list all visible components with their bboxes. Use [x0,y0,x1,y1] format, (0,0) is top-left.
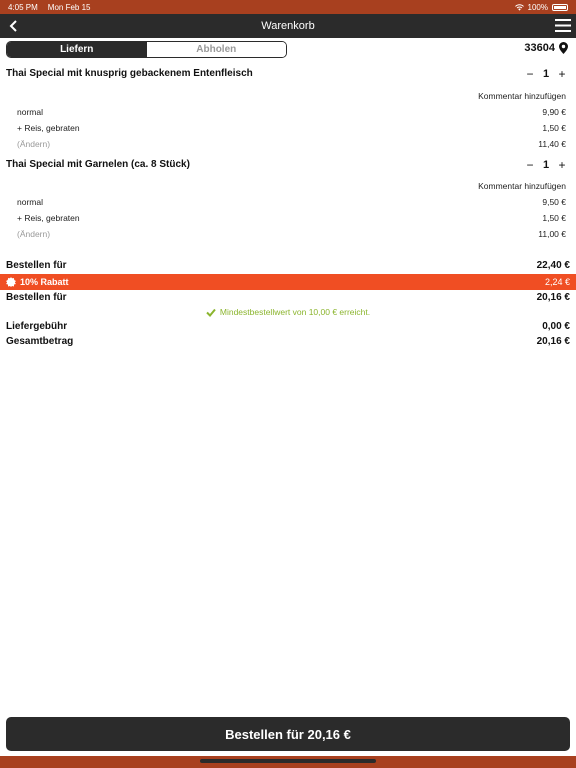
location-pin-icon [559,42,568,54]
status-time: 4:05 PM [8,2,38,12]
grand-total-value: 20,16 € [536,336,570,347]
item-total: 11,00 € [538,229,566,239]
battery-icon [552,4,568,11]
menu-icon[interactable] [555,19,571,32]
home-indicator[interactable] [200,759,376,763]
item-total: 11,40 € [538,139,566,149]
add-comment-link[interactable]: Kommentar hinzufügen [478,91,566,101]
grand-total-row [6,336,570,347]
item-extra-row [17,213,566,223]
subtotal-value: 22,40 € [536,260,570,271]
item-total-row [17,139,566,149]
location-zip[interactable] [524,42,568,54]
status-date: Mon Feb 15 [47,2,91,12]
increase-button[interactable]: + [558,158,566,172]
tab-pickup[interactable]: Abholen [147,42,287,57]
after-discount-label: Bestellen für [6,292,67,303]
decrease-button[interactable]: − [526,67,534,81]
extra-price: 1,50 € [542,123,566,133]
quantity-value: 1 [542,68,550,80]
option-price: 9,50 € [542,197,566,207]
delivery-fee-label: Liefergebühr [6,321,68,332]
zip-code: 33604 [524,42,555,54]
delivery-fee-row [6,321,570,332]
extra-label: + Reis, gebraten [17,123,80,133]
item-extra-row [17,123,566,133]
place-order-button[interactable]: Bestellen für 20,16 € [6,717,570,751]
item-option-row [17,197,566,207]
option-label: normal [17,107,43,117]
status-bar [0,0,576,14]
extra-label: + Reis, gebraten [17,213,80,223]
increase-button[interactable]: + [558,67,566,81]
grand-total-label: Gesamtbetrag [6,336,74,347]
cart-item-title: Thai Special mit knusprig gebackenem Entenfleisch [6,68,253,79]
discount-value: 2,24 € [544,277,570,287]
checkmark-icon [206,308,216,317]
quantity-stepper [522,158,570,172]
after-discount-row [6,292,570,303]
edit-item-link[interactable]: (Ändern) [17,139,51,149]
min-order-notice [0,307,576,317]
discount-badge-icon [6,277,16,287]
page-title: Warenkorb [261,20,315,32]
item-total-row [17,229,566,239]
discount-row [0,274,576,290]
min-order-text: Mindestbestellwert von 10,00 € erreicht. [219,307,371,317]
tab-deliver[interactable]: Liefern [7,42,147,57]
extra-price: 1,50 € [542,213,566,223]
quantity-stepper [522,67,570,81]
nav-bar [0,14,576,38]
decrease-button[interactable]: − [526,158,534,172]
quantity-value: 1 [542,159,550,171]
delivery-mode-toggle [6,41,287,58]
back-chevron-icon[interactable] [6,18,22,34]
item-option-row [17,107,566,117]
edit-item-link[interactable]: (Ändern) [17,229,51,239]
wifi-icon [515,4,524,11]
option-label: normal [17,197,43,207]
cart-item-title: Thai Special mit Garnelen (ca. 8 Stück) [6,159,190,170]
after-discount-value: 20,16 € [536,292,570,303]
option-price: 9,90 € [542,107,566,117]
battery-percent: 100% [527,2,548,12]
delivery-fee-value: 0,00 € [542,321,570,332]
add-comment-link[interactable]: Kommentar hinzufügen [478,181,566,191]
discount-label: 10% Rabatt [20,277,69,287]
subtotal-row [6,260,570,271]
subtotal-label: Bestellen für [6,260,67,271]
